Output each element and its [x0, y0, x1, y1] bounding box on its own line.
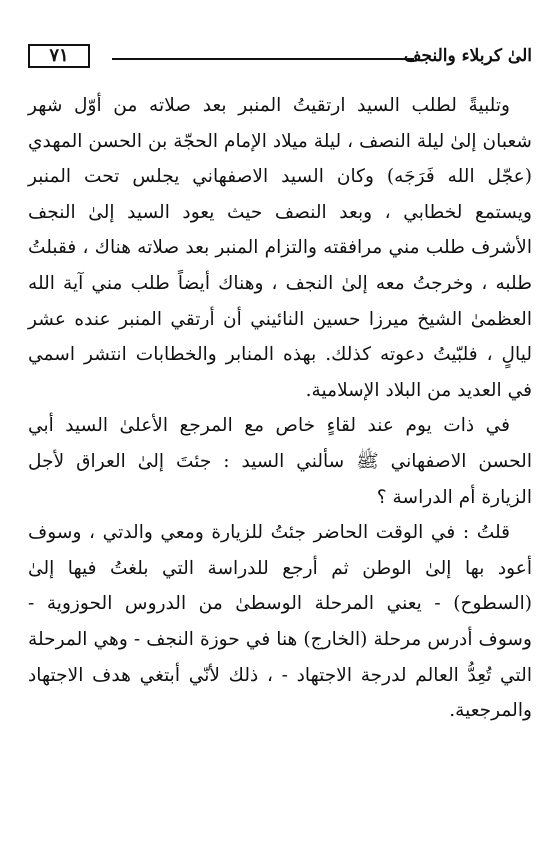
running-title: الىٰ كربلاء والنجف: [403, 46, 532, 66]
header-rule: [112, 58, 414, 60]
paragraph-1: وتلبيةً لطلب السيد ارتقيتُ المنبر بعد صلاته من أوّل شهر شعبان إلىٰ ليلة النصف ، ليلة ميلاد الإمام الحجّة بن الحسن المهدي (عجّل الله فَرَجَه) وكان السيد الاصفهاني يجلس تحت المنبر ويستمع لخطابي ، وبعد النصف حيث يعود السيد إلىٰ النجف الأشرف طلب مني مرافقته والتزام المنبر بعد صلاته هناك ، فقبلتُ طلبه ، وخرجتُ معه إلىٰ النجف ، وهناك أيضاً طلب مني آية الله العظمىٰ الشيخ ميرزا حسين النائيني أن أرتقي المنبر عنده عشر ليالٍ ، فلبّيتُ دعوته كذلك. بهذه المنابر والخطابات انتشر اسمي في العديد من البلاد الإسلامية.: [28, 95, 532, 401]
paragraph-2: في ذات يوم عند لقاءٍ خاص مع المرجع الأعلىٰ السيد أبي الحسن الاصفهاني ﷺ سألني السيد : جئتَ إلىٰ العراق لأجل الزيارة أم الدراسة ؟: [28, 415, 532, 508]
page-header: [28, 42, 532, 74]
paragraph-3: قلتُ : في الوقت الحاضر جئتُ للزيارة ومعي والدتي ، وسوف أعود بها إلىٰ الوطن ثم أرجع للدراسة التي بلغتُ فيها إلىٰ (السطوح) - يعني المرحلة الوسطىٰ من الدروس الحوزوية - وسوف أدرس مرحلة (الخارج) هنا في حوزة النجف - وهي المرحلة التي تُعِدُّ العالم لدرجة الاجتهاد - ، ذلك لأنّي أبتغي هدف الاجتهاد والمرجعية.: [28, 522, 532, 722]
body-text: [28, 88, 532, 729]
page-number: ٧١: [28, 44, 90, 68]
